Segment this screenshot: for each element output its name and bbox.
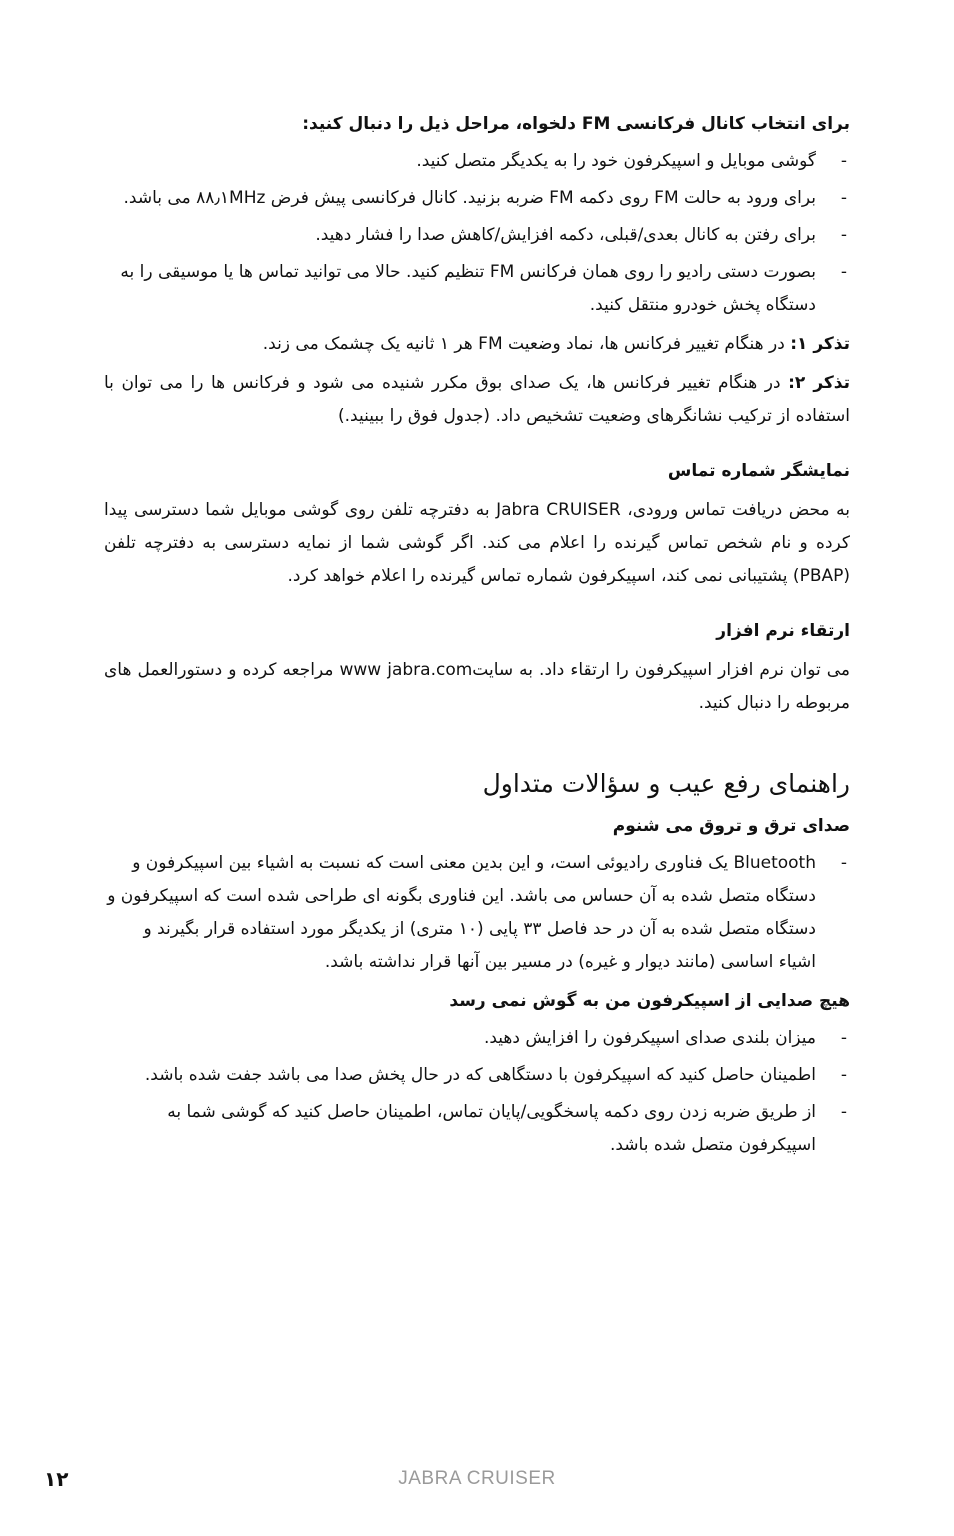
list-item: - گوشی موبایل و اسپیکرفون خود را به یکدیگر متصل کنید. bbox=[416, 151, 848, 171]
caller-id-text: به محض دریافت تماس ورودی، Jabra CRUISER به دفترچه تلفن روی گوشی موبایل شما دسترسی پیدا کرده و نام شخص تماس گیرنده را اعلام می کند. اگر گوشی شما از نمایه دسترسی به دفترچه تلفن (PBAP) پشتیبانی نمی کند، اسپیکرفون شماره تماس گیرنده را اعلام خواهد کرد. bbox=[104, 500, 850, 586]
upgrade-text: می توان نرم افزار اسپیکرفون را ارتقاء داد. به سایتwww jabra.com مراجعه کرده و دستورالعمل های مربوطه را دنبال کنید. bbox=[104, 660, 851, 713]
footer-brand: JABRA CRUISER bbox=[398, 1468, 556, 1489]
page-footer bbox=[0, 1466, 954, 1492]
manual-page bbox=[104, 108, 850, 1162]
caller-id-heading: نمایشگر شماره تماس bbox=[667, 461, 850, 481]
crackle-list bbox=[104, 847, 850, 979]
troubleshooting-heading: راهنمای رفع عیب و سؤالات متداول bbox=[482, 769, 850, 798]
fm-note-2: تذکر ۲: در هنگام تغییر فرکانس ها، یک صدای بوق مکرر شنیده می شود و فرکانس ها را می توان با استفاده از ترکیب نشانگرهای وضعیت تشخیص داد. (جدول فوق را ببینید.) bbox=[104, 373, 851, 426]
crackle-heading: صدای ترق و تروق می شنوم bbox=[612, 816, 850, 836]
fm-intro: برای انتخاب کانال فرکانسی FM دلخواه، مراحل ذیل را دنبال کنید: bbox=[302, 114, 850, 134]
list-item: - میزان بلندی صدای اسپیکرفون را افزایش دهید. bbox=[483, 1028, 848, 1048]
list-item: - بصورت دستی رادیو را روی همان فرکانس FM تنظیم کنید. حالا می توانید تماس ها یا موسیقی را به دستگاه پخش خودرو منتقل کنید. bbox=[120, 262, 848, 315]
upgrade-heading: ارتقاء نرم افزار bbox=[716, 621, 850, 641]
list-item: - اطمینان حاصل کنید که اسپیکرفون با دستگاهی که در حال پخش صدا می باشد جفت شده باشد. bbox=[144, 1065, 848, 1085]
list-item: - برای ورود به حالت FM روی دکمه FM ضربه بزنید. کانال فرکانسی پیش فرض ۸۸٫۱MHz می باشد. bbox=[123, 188, 848, 208]
list-item: - Bluetooth یک فناوری رادیوئی است، و این بدین معنی است که نسبت به اشیاء بین اسپیکرفون و دستگاه متصل شده به آن حساس می باشد. این فناوری بگونه ای طراحی شده است که اسپیکرفون و دستگاه متصل شده به آن در حد فاصل ۳۳ پایی (۱۰ متری) از یکدیگر مورد استفاده قرار بگیرند و اشیاء اساسی (مانند دیوار و غیره) در مسیر بین آنها قرار نداشته باشد. bbox=[107, 853, 848, 972]
no-sound-list bbox=[104, 1022, 850, 1162]
list-item: - برای رفتن به کانال بعدی/قبلی، دکمه افزایش/کاهش صدا را فشار دهید. bbox=[315, 225, 848, 245]
fm-note-1: تذکر ۱: در هنگام تغییر فرکانس ها، نماد وضعیت FM هر ۱ ثانیه یک چشمک می زند. bbox=[262, 334, 850, 354]
list-item: - از طریق ضربه زدن روی دکمه پاسخگویی/پایان تماس، اطمینان حاصل کنید که گوشی شما به اسپیکرفون متصل شده باشد. bbox=[167, 1102, 848, 1155]
page-number: ۱۲ bbox=[44, 1467, 69, 1491]
fm-steps-list bbox=[104, 145, 850, 322]
no-sound-heading: هیچ صدایی از اسپیکرفون من به گوش نمی رسد bbox=[449, 991, 850, 1011]
